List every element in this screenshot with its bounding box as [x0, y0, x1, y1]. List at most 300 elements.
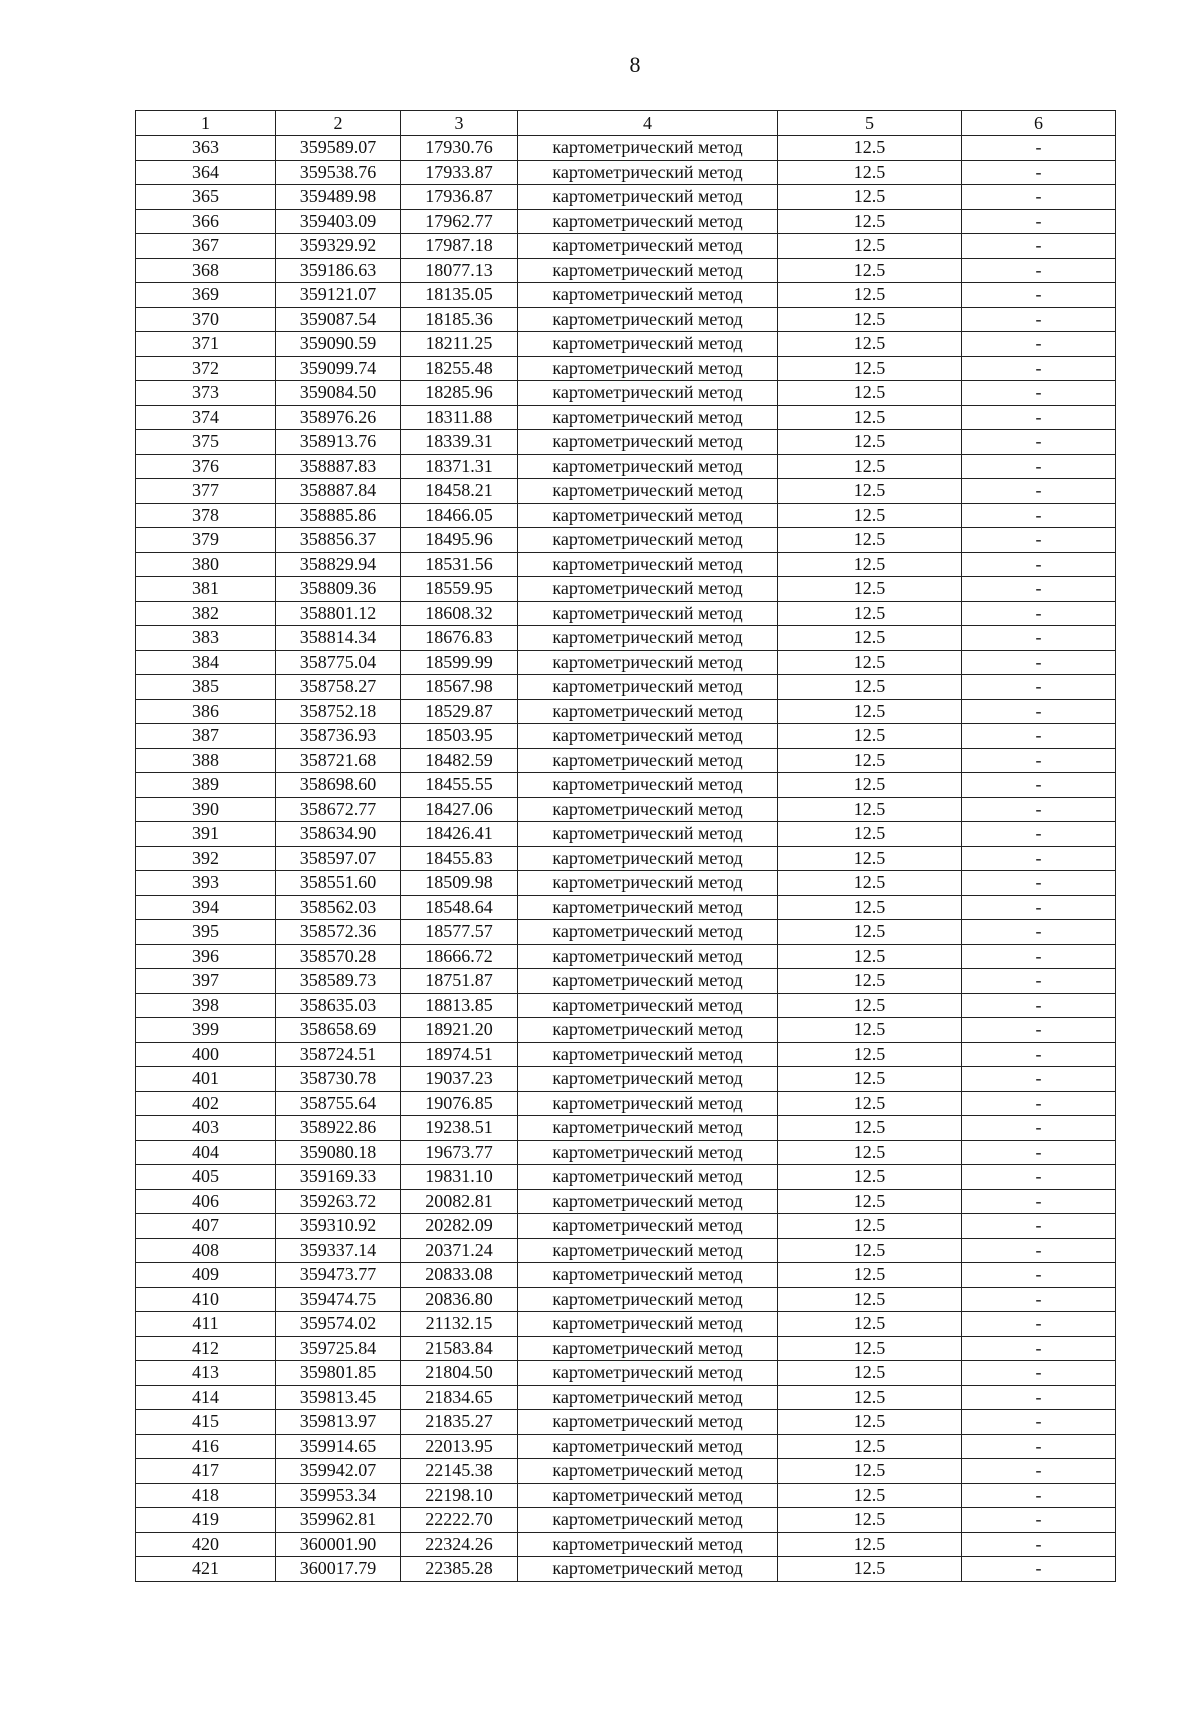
method-cell: картометрический метод	[518, 1557, 778, 1582]
note-cell: -	[962, 160, 1116, 185]
column-header-3: 3	[401, 111, 518, 136]
y-coordinate-cell: 19238.51	[401, 1116, 518, 1141]
note-cell: -	[962, 748, 1116, 773]
point-number-cell: 411	[136, 1312, 276, 1337]
note-cell: -	[962, 1336, 1116, 1361]
accuracy-cell: 12.5	[778, 1434, 962, 1459]
y-coordinate-cell: 22198.10	[401, 1483, 518, 1508]
method-cell: картометрический метод	[518, 185, 778, 210]
accuracy-cell: 12.5	[778, 1189, 962, 1214]
y-coordinate-cell: 18529.87	[401, 699, 518, 724]
method-cell: картометрический метод	[518, 1067, 778, 1092]
point-number-cell: 399	[136, 1018, 276, 1043]
x-coordinate-cell: 359589.07	[276, 136, 401, 161]
y-coordinate-cell: 18371.31	[401, 454, 518, 479]
y-coordinate-cell: 18751.87	[401, 969, 518, 994]
point-number-cell: 374	[136, 405, 276, 430]
point-number-cell: 404	[136, 1140, 276, 1165]
method-cell: картометрический метод	[518, 1336, 778, 1361]
table-row	[136, 405, 1116, 430]
point-number-cell: 418	[136, 1483, 276, 1508]
method-cell: картометрический метод	[518, 1459, 778, 1484]
method-cell: картометрический метод	[518, 356, 778, 381]
table-row	[136, 332, 1116, 357]
y-coordinate-cell: 20282.09	[401, 1214, 518, 1239]
accuracy-cell: 12.5	[778, 675, 962, 700]
accuracy-cell: 12.5	[778, 258, 962, 283]
accuracy-cell: 12.5	[778, 626, 962, 651]
method-cell: картометрический метод	[518, 920, 778, 945]
note-cell: -	[962, 1434, 1116, 1459]
x-coordinate-cell: 358856.37	[276, 528, 401, 553]
x-coordinate-cell: 359962.81	[276, 1508, 401, 1533]
table-body	[136, 136, 1116, 1582]
accuracy-cell: 12.5	[778, 136, 962, 161]
y-coordinate-cell: 17936.87	[401, 185, 518, 210]
point-number-cell: 391	[136, 822, 276, 847]
x-coordinate-cell: 359489.98	[276, 185, 401, 210]
y-coordinate-cell: 18339.31	[401, 430, 518, 455]
table-row	[136, 430, 1116, 455]
x-coordinate-cell: 359169.33	[276, 1165, 401, 1190]
y-coordinate-cell: 18255.48	[401, 356, 518, 381]
method-cell: картометрический метод	[518, 1214, 778, 1239]
point-number-cell: 372	[136, 356, 276, 381]
table-row	[136, 675, 1116, 700]
x-coordinate-cell: 359538.76	[276, 160, 401, 185]
x-coordinate-cell: 358724.51	[276, 1042, 401, 1067]
note-cell: -	[962, 1312, 1116, 1337]
note-cell: -	[962, 1116, 1116, 1141]
table-row	[136, 871, 1116, 896]
accuracy-cell: 12.5	[778, 724, 962, 749]
method-cell: картометрический метод	[518, 650, 778, 675]
table-row	[136, 136, 1116, 161]
table-row	[136, 1287, 1116, 1312]
method-cell: картометрический метод	[518, 577, 778, 602]
note-cell: -	[962, 1361, 1116, 1386]
method-cell: картометрический метод	[518, 1434, 778, 1459]
y-coordinate-cell: 19037.23	[401, 1067, 518, 1092]
note-cell: -	[962, 356, 1116, 381]
x-coordinate-cell: 358887.83	[276, 454, 401, 479]
note-cell: -	[962, 1091, 1116, 1116]
accuracy-cell: 12.5	[778, 160, 962, 185]
x-coordinate-cell: 358635.03	[276, 993, 401, 1018]
accuracy-cell: 12.5	[778, 332, 962, 357]
y-coordinate-cell: 18608.32	[401, 601, 518, 626]
y-coordinate-cell: 18311.88	[401, 405, 518, 430]
method-cell: картометрический метод	[518, 871, 778, 896]
x-coordinate-cell: 359084.50	[276, 381, 401, 406]
y-coordinate-cell: 18921.20	[401, 1018, 518, 1043]
point-number-cell: 414	[136, 1385, 276, 1410]
x-coordinate-cell: 359953.34	[276, 1483, 401, 1508]
note-cell: -	[962, 969, 1116, 994]
x-coordinate-cell: 359329.92	[276, 234, 401, 259]
x-coordinate-cell: 358658.69	[276, 1018, 401, 1043]
x-coordinate-cell: 359474.75	[276, 1287, 401, 1312]
x-coordinate-cell: 358814.34	[276, 626, 401, 651]
point-number-cell: 393	[136, 871, 276, 896]
table-row	[136, 993, 1116, 1018]
point-number-cell: 385	[136, 675, 276, 700]
table-row	[136, 1214, 1116, 1239]
table-row	[136, 528, 1116, 553]
note-cell: -	[962, 1483, 1116, 1508]
x-coordinate-cell: 358634.90	[276, 822, 401, 847]
table-row	[136, 454, 1116, 479]
table-row	[136, 552, 1116, 577]
method-cell: картометрический метод	[518, 1508, 778, 1533]
method-cell: картометрический метод	[518, 405, 778, 430]
y-coordinate-cell: 20836.80	[401, 1287, 518, 1312]
y-coordinate-cell: 21804.50	[401, 1361, 518, 1386]
point-number-cell: 392	[136, 846, 276, 871]
method-cell: картометрический метод	[518, 552, 778, 577]
table-row	[136, 356, 1116, 381]
y-coordinate-cell: 22145.38	[401, 1459, 518, 1484]
accuracy-cell: 12.5	[778, 1361, 962, 1386]
note-cell: -	[962, 283, 1116, 308]
x-coordinate-cell: 358829.94	[276, 552, 401, 577]
table-row	[136, 1557, 1116, 1582]
note-cell: -	[962, 258, 1116, 283]
point-number-cell: 383	[136, 626, 276, 651]
point-number-cell: 410	[136, 1287, 276, 1312]
note-cell: -	[962, 552, 1116, 577]
note-cell: -	[962, 405, 1116, 430]
x-coordinate-cell: 358913.76	[276, 430, 401, 455]
accuracy-cell: 12.5	[778, 1067, 962, 1092]
note-cell: -	[962, 528, 1116, 553]
table-row	[136, 1434, 1116, 1459]
method-cell: картометрический метод	[518, 748, 778, 773]
accuracy-cell: 12.5	[778, 1165, 962, 1190]
x-coordinate-cell: 358775.04	[276, 650, 401, 675]
x-coordinate-cell: 358562.03	[276, 895, 401, 920]
y-coordinate-cell: 18666.72	[401, 944, 518, 969]
y-coordinate-cell: 18455.83	[401, 846, 518, 871]
accuracy-cell: 12.5	[778, 601, 962, 626]
point-number-cell: 406	[136, 1189, 276, 1214]
note-cell: -	[962, 871, 1116, 896]
y-coordinate-cell: 20082.81	[401, 1189, 518, 1214]
y-coordinate-cell: 18135.05	[401, 283, 518, 308]
method-cell: картометрический метод	[518, 626, 778, 651]
y-coordinate-cell: 18077.13	[401, 258, 518, 283]
y-coordinate-cell: 17987.18	[401, 234, 518, 259]
table-row	[136, 258, 1116, 283]
x-coordinate-cell: 358809.36	[276, 577, 401, 602]
table-row	[136, 699, 1116, 724]
method-cell: картометрический метод	[518, 1483, 778, 1508]
method-cell: картометрический метод	[518, 895, 778, 920]
point-number-cell: 415	[136, 1410, 276, 1435]
note-cell: -	[962, 1165, 1116, 1190]
point-number-cell: 421	[136, 1557, 276, 1582]
point-number-cell: 412	[136, 1336, 276, 1361]
column-header-1: 1	[136, 111, 276, 136]
y-coordinate-cell: 18503.95	[401, 724, 518, 749]
x-coordinate-cell: 358572.36	[276, 920, 401, 945]
y-coordinate-cell: 18495.96	[401, 528, 518, 553]
table-row	[136, 920, 1116, 945]
accuracy-cell: 12.5	[778, 454, 962, 479]
note-cell: -	[962, 136, 1116, 161]
note-cell: -	[962, 650, 1116, 675]
method-cell: картометрический метод	[518, 454, 778, 479]
method-cell: картометрический метод	[518, 1263, 778, 1288]
x-coordinate-cell: 359942.07	[276, 1459, 401, 1484]
table-row	[136, 1336, 1116, 1361]
x-coordinate-cell: 358721.68	[276, 748, 401, 773]
x-coordinate-cell: 359725.84	[276, 1336, 401, 1361]
note-cell: -	[962, 430, 1116, 455]
note-cell: -	[962, 503, 1116, 528]
accuracy-cell: 12.5	[778, 479, 962, 504]
x-coordinate-cell: 359337.14	[276, 1238, 401, 1263]
x-coordinate-cell: 359090.59	[276, 332, 401, 357]
x-coordinate-cell: 358887.84	[276, 479, 401, 504]
y-coordinate-cell: 18676.83	[401, 626, 518, 651]
point-number-cell: 397	[136, 969, 276, 994]
table-row	[136, 1508, 1116, 1533]
accuracy-cell: 12.5	[778, 895, 962, 920]
note-cell: -	[962, 797, 1116, 822]
point-number-cell: 380	[136, 552, 276, 577]
accuracy-cell: 12.5	[778, 234, 962, 259]
y-coordinate-cell: 18458.21	[401, 479, 518, 504]
y-coordinate-cell: 22324.26	[401, 1532, 518, 1557]
method-cell: картометрический метод	[518, 1165, 778, 1190]
table-row	[136, 234, 1116, 259]
x-coordinate-cell: 358672.77	[276, 797, 401, 822]
note-cell: -	[962, 1532, 1116, 1557]
y-coordinate-cell: 17962.77	[401, 209, 518, 234]
y-coordinate-cell: 18211.25	[401, 332, 518, 357]
method-cell: картометрический метод	[518, 209, 778, 234]
table-row	[136, 160, 1116, 185]
note-cell: -	[962, 675, 1116, 700]
method-cell: картометрический метод	[518, 1140, 778, 1165]
accuracy-cell: 12.5	[778, 283, 962, 308]
y-coordinate-cell: 18974.51	[401, 1042, 518, 1067]
accuracy-cell: 12.5	[778, 993, 962, 1018]
table-row	[136, 381, 1116, 406]
accuracy-cell: 12.5	[778, 969, 962, 994]
note-cell: -	[962, 1140, 1116, 1165]
note-cell: -	[962, 381, 1116, 406]
accuracy-cell: 12.5	[778, 920, 962, 945]
table-row	[136, 1067, 1116, 1092]
y-coordinate-cell: 17933.87	[401, 160, 518, 185]
note-cell: -	[962, 1410, 1116, 1435]
point-number-cell: 416	[136, 1434, 276, 1459]
table-row	[136, 1459, 1116, 1484]
point-number-cell: 381	[136, 577, 276, 602]
accuracy-cell: 12.5	[778, 871, 962, 896]
y-coordinate-cell: 18813.85	[401, 993, 518, 1018]
x-coordinate-cell: 358589.73	[276, 969, 401, 994]
method-cell: картометрический метод	[518, 1410, 778, 1435]
table-row	[136, 601, 1116, 626]
method-cell: картометрический метод	[518, 675, 778, 700]
note-cell: -	[962, 920, 1116, 945]
accuracy-cell: 12.5	[778, 748, 962, 773]
x-coordinate-cell: 359186.63	[276, 258, 401, 283]
y-coordinate-cell: 21835.27	[401, 1410, 518, 1435]
y-coordinate-cell: 17930.76	[401, 136, 518, 161]
accuracy-cell: 12.5	[778, 1116, 962, 1141]
y-coordinate-cell: 19673.77	[401, 1140, 518, 1165]
point-number-cell: 370	[136, 307, 276, 332]
point-number-cell: 368	[136, 258, 276, 283]
note-cell: -	[962, 454, 1116, 479]
accuracy-cell: 12.5	[778, 1263, 962, 1288]
point-number-cell: 419	[136, 1508, 276, 1533]
y-coordinate-cell: 18455.55	[401, 773, 518, 798]
x-coordinate-cell: 358736.93	[276, 724, 401, 749]
table-row	[136, 1042, 1116, 1067]
x-coordinate-cell: 358551.60	[276, 871, 401, 896]
note-cell: -	[962, 699, 1116, 724]
point-number-cell: 377	[136, 479, 276, 504]
note-cell: -	[962, 895, 1116, 920]
note-cell: -	[962, 846, 1116, 871]
table-row	[136, 1018, 1116, 1043]
column-header-5: 5	[778, 111, 962, 136]
note-cell: -	[962, 724, 1116, 749]
note-cell: -	[962, 1042, 1116, 1067]
table-row	[136, 1091, 1116, 1116]
note-cell: -	[962, 1459, 1116, 1484]
note-cell: -	[962, 1557, 1116, 1582]
note-cell: -	[962, 822, 1116, 847]
method-cell: картометрический метод	[518, 1361, 778, 1386]
method-cell: картометрический метод	[518, 993, 778, 1018]
table-row	[136, 1385, 1116, 1410]
method-cell: картометрический метод	[518, 699, 778, 724]
accuracy-cell: 12.5	[778, 503, 962, 528]
method-cell: картометрический метод	[518, 822, 778, 847]
y-coordinate-cell: 21834.65	[401, 1385, 518, 1410]
y-coordinate-cell: 20833.08	[401, 1263, 518, 1288]
accuracy-cell: 12.5	[778, 1287, 962, 1312]
method-cell: картометрический метод	[518, 503, 778, 528]
method-cell: картометрический метод	[518, 944, 778, 969]
table-row	[136, 822, 1116, 847]
accuracy-cell: 12.5	[778, 1483, 962, 1508]
x-coordinate-cell: 359403.09	[276, 209, 401, 234]
method-cell: картометрический метод	[518, 1385, 778, 1410]
x-coordinate-cell: 359813.97	[276, 1410, 401, 1435]
x-coordinate-cell: 358885.86	[276, 503, 401, 528]
accuracy-cell: 12.5	[778, 185, 962, 210]
table-row	[136, 283, 1116, 308]
accuracy-cell: 12.5	[778, 1214, 962, 1239]
x-coordinate-cell: 358755.64	[276, 1091, 401, 1116]
table-row	[136, 1116, 1116, 1141]
note-cell: -	[962, 209, 1116, 234]
x-coordinate-cell: 359099.74	[276, 356, 401, 381]
accuracy-cell: 12.5	[778, 1042, 962, 1067]
method-cell: картометрический метод	[518, 1287, 778, 1312]
accuracy-cell: 12.5	[778, 1140, 962, 1165]
note-cell: -	[962, 773, 1116, 798]
table-row	[136, 748, 1116, 773]
point-number-cell: 379	[136, 528, 276, 553]
table-row	[136, 944, 1116, 969]
point-number-cell: 364	[136, 160, 276, 185]
table-row	[136, 1263, 1116, 1288]
table-row	[136, 846, 1116, 871]
point-number-cell: 420	[136, 1532, 276, 1557]
point-number-cell: 395	[136, 920, 276, 945]
y-coordinate-cell: 18285.96	[401, 381, 518, 406]
accuracy-cell: 12.5	[778, 846, 962, 871]
table-row	[136, 1361, 1116, 1386]
point-number-cell: 371	[136, 332, 276, 357]
note-cell: -	[962, 479, 1116, 504]
table-row	[136, 577, 1116, 602]
note-cell: -	[962, 234, 1116, 259]
point-number-cell: 407	[136, 1214, 276, 1239]
accuracy-cell: 12.5	[778, 1336, 962, 1361]
point-number-cell: 396	[136, 944, 276, 969]
x-coordinate-cell: 358698.60	[276, 773, 401, 798]
table-header-row	[136, 111, 1116, 136]
method-cell: картометрический метод	[518, 258, 778, 283]
y-coordinate-cell: 18599.99	[401, 650, 518, 675]
table-row	[136, 724, 1116, 749]
accuracy-cell: 12.5	[778, 1410, 962, 1435]
method-cell: картометрический метод	[518, 601, 778, 626]
table-row	[136, 1238, 1116, 1263]
y-coordinate-cell: 18185.36	[401, 307, 518, 332]
y-coordinate-cell: 18548.64	[401, 895, 518, 920]
point-number-cell: 401	[136, 1067, 276, 1092]
table-row	[136, 797, 1116, 822]
table-row	[136, 1189, 1116, 1214]
method-cell: картометрический метод	[518, 1018, 778, 1043]
x-coordinate-cell: 358922.86	[276, 1116, 401, 1141]
table-row	[136, 503, 1116, 528]
y-coordinate-cell: 19076.85	[401, 1091, 518, 1116]
accuracy-cell: 12.5	[778, 577, 962, 602]
point-number-cell: 382	[136, 601, 276, 626]
note-cell: -	[962, 993, 1116, 1018]
accuracy-cell: 12.5	[778, 1532, 962, 1557]
x-coordinate-cell: 359087.54	[276, 307, 401, 332]
table-row	[136, 209, 1116, 234]
note-cell: -	[962, 626, 1116, 651]
method-cell: картометрический метод	[518, 773, 778, 798]
y-coordinate-cell: 18466.05	[401, 503, 518, 528]
method-cell: картометрический метод	[518, 234, 778, 259]
point-number-cell: 403	[136, 1116, 276, 1141]
note-cell: -	[962, 1263, 1116, 1288]
method-cell: картометрический метод	[518, 160, 778, 185]
note-cell: -	[962, 1508, 1116, 1533]
y-coordinate-cell: 20371.24	[401, 1238, 518, 1263]
method-cell: картометрический метод	[518, 1189, 778, 1214]
y-coordinate-cell: 21583.84	[401, 1336, 518, 1361]
method-cell: картометрический метод	[518, 528, 778, 553]
method-cell: картометрический метод	[518, 724, 778, 749]
note-cell: -	[962, 332, 1116, 357]
accuracy-cell: 12.5	[778, 822, 962, 847]
